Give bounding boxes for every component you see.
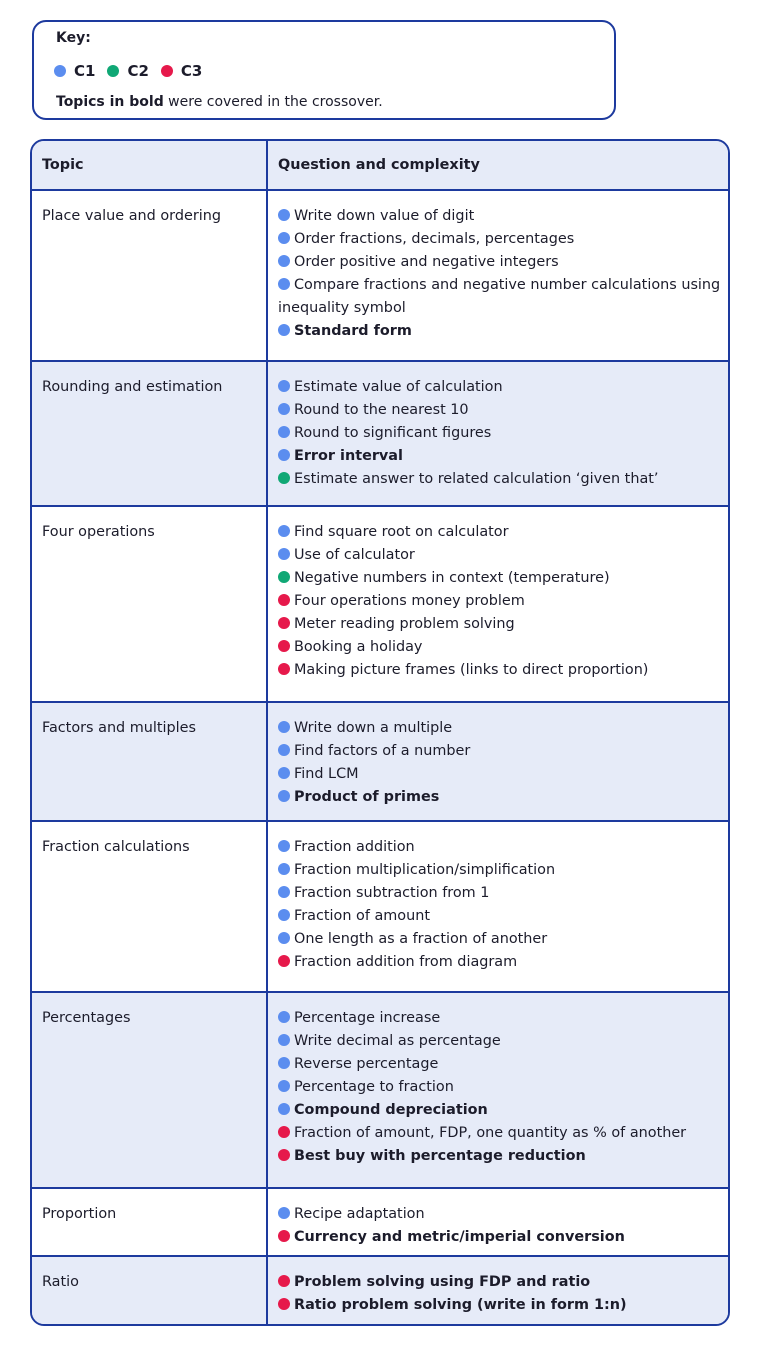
question-text: Error interval bbox=[294, 447, 403, 464]
question-text: Fraction multiplication/simplification bbox=[294, 862, 556, 879]
c2-dot-icon bbox=[278, 571, 290, 583]
question-item bbox=[278, 836, 722, 859]
question-item bbox=[278, 951, 722, 974]
question-item bbox=[278, 376, 722, 399]
question-item bbox=[278, 1271, 722, 1294]
question-item bbox=[278, 567, 722, 590]
c3-dot-icon bbox=[161, 65, 173, 77]
question-item bbox=[278, 320, 722, 343]
question-text: Currency and metric/imperial conversion bbox=[294, 1228, 625, 1245]
c1-dot-icon bbox=[278, 1080, 290, 1092]
c3-dot-icon bbox=[278, 1149, 290, 1161]
table-row bbox=[32, 1256, 728, 1324]
question-text: Percentage increase bbox=[294, 1009, 441, 1026]
c3-dot-icon bbox=[278, 640, 290, 652]
question-text: Round to significant figures bbox=[294, 424, 492, 441]
question-item bbox=[278, 422, 722, 445]
header-topic: Topic bbox=[32, 141, 267, 190]
question-item bbox=[278, 445, 722, 468]
question-item bbox=[278, 1053, 722, 1076]
table-row bbox=[32, 1188, 728, 1257]
question-text: Order positive and negative integers bbox=[294, 254, 559, 270]
question-item bbox=[278, 763, 722, 786]
table-row bbox=[32, 992, 728, 1188]
key-note-bold: Topics in bold bbox=[56, 94, 164, 110]
question-text: Find square root on calculator bbox=[294, 523, 509, 540]
c2-dot-icon bbox=[278, 472, 290, 484]
question-item bbox=[278, 399, 722, 422]
key-label-c1: C1 bbox=[74, 62, 96, 80]
c3-dot-icon bbox=[278, 955, 290, 967]
c1-dot-icon bbox=[278, 209, 290, 221]
c3-dot-icon bbox=[278, 1298, 290, 1310]
question-text: Product of primes bbox=[294, 788, 440, 805]
questions-cell bbox=[267, 821, 728, 992]
table-row bbox=[32, 506, 728, 702]
key-item-c3 bbox=[161, 62, 202, 80]
topic-cell: Place value and ordering bbox=[32, 190, 267, 361]
question-text: Fraction addition bbox=[294, 839, 415, 856]
questions-cell bbox=[267, 702, 728, 822]
question-text: Meter reading problem solving bbox=[294, 615, 515, 632]
question-item bbox=[278, 1203, 722, 1226]
topic-cell: Factors and multiples bbox=[32, 702, 267, 822]
question-item bbox=[278, 928, 722, 951]
question-text: Fraction of amount bbox=[294, 908, 430, 925]
c1-dot-icon bbox=[278, 380, 290, 392]
question-item bbox=[278, 468, 722, 491]
c2-dot-icon bbox=[107, 65, 119, 77]
c1-dot-icon bbox=[278, 232, 290, 244]
question-item bbox=[278, 521, 722, 544]
c1-dot-icon bbox=[54, 65, 66, 77]
question-item bbox=[278, 1145, 722, 1168]
c1-dot-icon bbox=[278, 767, 290, 779]
questions-cell bbox=[267, 506, 728, 702]
question-item bbox=[278, 740, 722, 763]
c1-dot-icon bbox=[278, 863, 290, 875]
question-item bbox=[278, 1226, 722, 1249]
topic-cell: Ratio bbox=[32, 1256, 267, 1324]
topic-cell: Four operations bbox=[32, 506, 267, 702]
questions-cell bbox=[267, 1256, 728, 1324]
question-text: Use of calculator bbox=[294, 546, 415, 563]
question-item bbox=[278, 205, 722, 228]
question-item bbox=[278, 859, 722, 882]
header-question: Question and complexity bbox=[267, 141, 728, 190]
c3-dot-icon bbox=[278, 1230, 290, 1242]
question-text: Compare fractions and negative number calculations using inequality symbol bbox=[278, 277, 721, 316]
c1-dot-icon bbox=[278, 324, 290, 336]
question-item bbox=[278, 228, 722, 251]
question-text: Write down value of digit bbox=[294, 208, 475, 224]
question-item bbox=[278, 786, 722, 809]
question-item bbox=[278, 613, 722, 636]
question-item bbox=[278, 1099, 722, 1122]
key-label-c2: C2 bbox=[127, 62, 149, 80]
c1-dot-icon bbox=[278, 1011, 290, 1023]
question-item bbox=[278, 717, 722, 740]
question-text: Percentage to fraction bbox=[294, 1078, 454, 1095]
question-item bbox=[278, 1030, 722, 1053]
question-text: Fraction addition from diagram bbox=[294, 954, 518, 971]
question-text: Making picture frames (links to direct proportion) bbox=[294, 661, 649, 678]
question-text: Write decimal as percentage bbox=[294, 1032, 501, 1049]
question-text: Recipe adaptation bbox=[294, 1205, 425, 1222]
c1-dot-icon bbox=[278, 909, 290, 921]
table-header-row bbox=[32, 141, 728, 190]
key-box bbox=[32, 20, 616, 120]
c1-dot-icon bbox=[278, 744, 290, 756]
question-text: Fraction subtraction from 1 bbox=[294, 885, 490, 902]
c1-dot-icon bbox=[278, 255, 290, 267]
question-item bbox=[278, 1122, 722, 1145]
question-item bbox=[278, 1294, 722, 1317]
table-row bbox=[32, 190, 728, 361]
topics-table-box bbox=[30, 139, 730, 1326]
key-title: Key: bbox=[56, 30, 91, 46]
question-item bbox=[278, 1076, 722, 1099]
c3-dot-icon bbox=[278, 617, 290, 629]
question-item bbox=[278, 251, 722, 274]
c3-dot-icon bbox=[278, 1126, 290, 1138]
c1-dot-icon bbox=[278, 932, 290, 944]
question-text: One length as a fraction of another bbox=[294, 931, 548, 948]
question-text: Order fractions, decimals, percentages bbox=[294, 231, 575, 247]
question-item bbox=[278, 590, 722, 613]
question-text: Four operations money problem bbox=[294, 592, 525, 609]
questions-cell bbox=[267, 361, 728, 506]
question-text: Fraction of amount, FDP, one quantity as % of another bbox=[294, 1124, 687, 1141]
c1-dot-icon bbox=[278, 548, 290, 560]
table-row bbox=[32, 361, 728, 506]
question-text: Estimate value of calculation bbox=[294, 378, 503, 395]
questions-cell bbox=[267, 1188, 728, 1257]
key-note-rest: were covered in the crossover. bbox=[163, 94, 383, 110]
topic-cell: Percentages bbox=[32, 992, 267, 1188]
question-text: Problem solving using FDP and ratio bbox=[294, 1274, 591, 1291]
topic-cell: Fraction calculations bbox=[32, 821, 267, 992]
question-text: Find factors of a number bbox=[294, 742, 471, 759]
question-item bbox=[278, 1007, 722, 1030]
key-legend bbox=[54, 62, 214, 80]
question-text: Round to the nearest 10 bbox=[294, 401, 469, 418]
questions-cell bbox=[267, 992, 728, 1188]
c3-dot-icon bbox=[278, 663, 290, 675]
c1-dot-icon bbox=[278, 1057, 290, 1069]
questions-cell bbox=[267, 190, 728, 361]
c1-dot-icon bbox=[278, 426, 290, 438]
question-text: Write down a multiple bbox=[294, 719, 453, 736]
question-text: Negative numbers in context (temperature) bbox=[294, 569, 610, 586]
question-text: Standard form bbox=[294, 323, 412, 339]
question-text: Best buy with percentage reduction bbox=[294, 1147, 586, 1164]
c1-dot-icon bbox=[278, 403, 290, 415]
key-item-c2 bbox=[107, 62, 148, 80]
question-item bbox=[278, 636, 722, 659]
c1-dot-icon bbox=[278, 525, 290, 537]
c1-dot-icon bbox=[278, 721, 290, 733]
c1-dot-icon bbox=[278, 1207, 290, 1219]
topic-cell: Proportion bbox=[32, 1188, 267, 1257]
question-text: Find LCM bbox=[294, 765, 359, 782]
c1-dot-icon bbox=[278, 1103, 290, 1115]
question-item bbox=[278, 274, 722, 320]
c1-dot-icon bbox=[278, 790, 290, 802]
table-row bbox=[32, 821, 728, 992]
question-text: Reverse percentage bbox=[294, 1055, 439, 1072]
c1-dot-icon bbox=[278, 840, 290, 852]
question-item bbox=[278, 544, 722, 567]
table-row bbox=[32, 702, 728, 822]
c1-dot-icon bbox=[278, 1034, 290, 1046]
key-label-c3: C3 bbox=[180, 62, 203, 80]
question-text: Ratio problem solving (write in form 1:n) bbox=[294, 1297, 627, 1314]
question-item bbox=[278, 905, 722, 928]
key-item-c1 bbox=[54, 62, 95, 80]
c3-dot-icon bbox=[278, 1275, 290, 1287]
question-item bbox=[278, 659, 722, 682]
question-text: Booking a holiday bbox=[294, 638, 423, 655]
question-text: Estimate answer to related calculation ‘given that’ bbox=[294, 470, 659, 487]
c1-dot-icon bbox=[278, 278, 290, 290]
c3-dot-icon bbox=[278, 594, 290, 606]
c1-dot-icon bbox=[278, 886, 290, 898]
c1-dot-icon bbox=[278, 449, 290, 461]
key-note bbox=[56, 94, 383, 110]
topics-table bbox=[32, 141, 728, 1324]
topic-cell: Rounding and estimation bbox=[32, 361, 267, 506]
question-text: Compound depreciation bbox=[294, 1101, 488, 1118]
question-item bbox=[278, 882, 722, 905]
